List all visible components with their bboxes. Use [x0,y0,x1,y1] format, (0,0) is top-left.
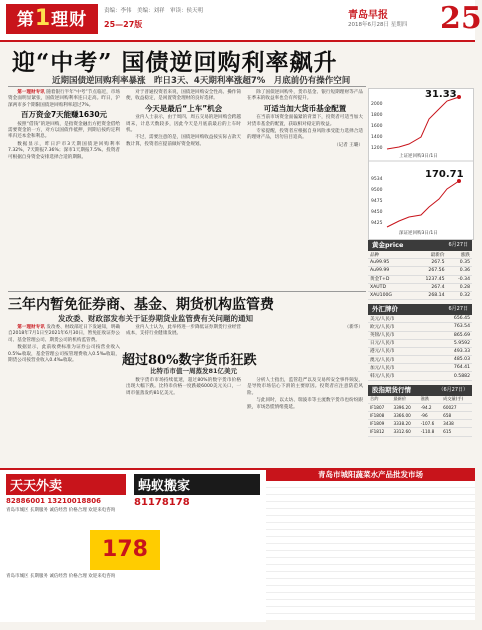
tick-label: 2000 [371,102,383,107]
cell: 3396.20 [391,403,418,411]
paragraph: 数据显示，此前收费标准为证券公司按营业收入0.5‰收取，基金管理公司按管理费收入0.5‰收取，期货公司按营业收入0.4‰收取。 [8,345,120,364]
table-row [368,428,472,436]
cell: 1237.45 [410,275,447,283]
section-heading: 百万资金7天能赚1630元 [20,110,108,120]
paragraph: 分析人士指出，监管趋严以及交易所安全事件频发，是导致市场信心下滑的主要原因。投资者应注意防范风险。 [247,378,363,396]
paragraph: 按照“借钱”的逆回购，是指资金融出方把资金借给需要资金的一方，对方以国债作抵押，到期后按约定利率归还本金和利息。 [8,121,120,140]
section-heading: 可适当加大货币基金配置 [263,103,347,113]
cell: 865.69 [429,331,472,339]
fund-column-3 [247,325,363,347]
cell: 656.45 [429,315,472,323]
paragraph: 业内人士表示，由于周四、周五交易的逆回购会跨越周末，计息天数较多，因此今天是月底前最后的上车时机。 [126,115,241,134]
gold-box-title [368,240,472,251]
tick-label: 1800 [371,113,383,118]
top-chart [387,95,461,149]
cell: 3438 [441,420,472,428]
cell: 3338.20 [391,420,418,428]
table-row [368,323,472,331]
ad-moving [134,474,260,508]
cell: 658 [441,412,472,420]
cell: 267.4 [410,283,447,291]
ad-text: 青岛市城区 长期服务 诚信经营 价格合理 欢迎来电咨询 [6,508,116,513]
ad-phone: 82886001 13210018806 [6,497,101,505]
cell: 美元/人民币 [368,315,429,323]
cell: 0.35 [447,259,473,267]
futures-table [368,396,472,437]
table-row [368,420,472,428]
cell: -110.8 [419,428,441,436]
paragraph: 在当前市场资金面偏紧的背景下，投资者可适当加大对货币基金的配置，获取相对稳定的收益。 [247,115,363,127]
top-chart-value: 31.33 [425,89,457,100]
ad-phone: 81178178 [134,497,190,508]
cell: XAUTD [368,283,410,291]
tick-label: 1600 [371,124,383,129]
tick-label: 9475 [371,199,383,204]
table-header [368,251,472,259]
bottom-chart-line [387,181,459,227]
cell: 英镑/人民币 [368,331,429,339]
table-row [368,267,472,275]
editor-credits: 责编：李伟 美编：刘祥 审读：侯天明 [104,8,204,14]
section-logo [6,4,98,34]
paragraph: 专家提醒，投资者应根据自身风险承受能力选择合适的理财产品，切勿盲目追高。 [247,129,363,141]
cell: 澳元/人民币 [368,356,429,364]
main-headline: 迎“中考” 国债逆回购利率飙升 [12,49,338,76]
fund-column-1 [8,325,120,465]
logo-number: 1 [34,6,52,31]
cell: 60027 [441,403,472,411]
cell: 3366.00 [391,412,418,420]
tick-label: 9450 [371,210,383,215]
th: 合约 [368,396,391,404]
box-date: （6月27日） [438,386,468,393]
table-row [368,275,472,283]
fx-table [368,315,472,381]
crypto-subheadline: 比特币市值一周蒸发81亿美元 [150,367,238,375]
cell: 267.5 [410,259,447,267]
newspaper-brand: 青岛早报 [348,10,388,21]
table-row [368,412,472,420]
cell: 0.5882 [429,372,472,380]
cell: 268.14 [410,291,447,299]
rate-charts [368,88,474,240]
section-heading: 今天是最后“上车”机会 [144,103,223,113]
cell: 韩元/人民币 [368,372,429,380]
box-title: 外汇牌价 [372,305,398,314]
table-row [368,403,472,411]
th: 最新价 [410,251,447,259]
th: 涨跌 [419,396,441,404]
top-chart-ticks [371,99,382,154]
table-row [368,291,472,299]
cell: 615 [441,428,472,436]
cell: XAU100G [368,291,410,299]
cell: IF1808 [368,412,391,420]
paragraph: 对于普通投资者来说，国债逆回购安全性高、操作简便，收益稳定，是闲置资金理财的良好选择。 [126,90,241,102]
box-title: 黄金price [372,241,404,249]
market-listing-grid [266,481,475,620]
tick-label: 1200 [371,146,383,151]
cell: -94.2 [419,403,441,411]
paragraph: 不过，需要注意的是，国债逆回购收益按实际占款天数计算，投资者应提前做好资金规划。 [126,135,241,147]
cell: 港元/人民币 [368,347,429,355]
top-chart-label: 上证逆回购3日/1日 [399,154,438,159]
paragraph: 发改委、财政部近日下发通知，明确自2018年7月1日至2021年6月30日，暂免征收证券公司、基金管理公司、期货公司的机构监管费。 [8,325,120,343]
divider [8,291,366,292]
divider [8,86,366,87]
th: 涨跌 [447,251,473,259]
paragraph: 业内人士认为，此举将进一步降低证券期货行业经营成本，支持行业健康发展。 [126,325,241,337]
cell: 485.03 [429,356,472,364]
th: 品种 [368,251,410,259]
cell: Au99.95 [368,259,410,267]
article-column-2 [126,90,241,290]
fund-subheadline: 发改委、财政部发布关于证券期货业监管费有关问题的通知 [58,314,253,323]
top-chart-point [457,95,461,99]
cell: 763.54 [429,323,472,331]
cell: -0.34 [447,275,473,283]
bottom-chart-ticks [371,174,382,229]
logo-right: 理财 [51,10,88,30]
issue-pages: 25—27版 [104,20,143,29]
paragraph: 数字货币市场持续低迷，超过80%的数字货币价格出现大幅下跌。比特币价格一度跌破6000美元关口，一周市值蒸发约81亿美元。 [126,378,241,396]
table-row [368,331,472,339]
cell: Au99.99 [368,267,410,275]
paragraph: 除了国债逆回购外，货币基金、银行短期理财等产品在季末的收益率也会有所提升。 [247,90,363,102]
bottom-chart-label: 深证逆回购3日/1日 [399,231,438,236]
byline: 第一理财专讯 [17,325,45,330]
th: 成交量(手) [441,396,472,404]
table-header [368,396,472,404]
fund-headline: 三年内暂免征券商、基金、期货机构监管费 [8,297,274,313]
futures-box-title [368,385,472,396]
cell: 5.9592 [429,339,472,347]
table-row [368,315,472,323]
crypto-column-1 [126,378,241,466]
table-row [368,364,472,372]
gold-table [368,251,472,300]
ad-text: 青岛市城区 长期服务 诚信经营 价格合理 欢迎来电咨询 [6,574,116,579]
table-row [368,339,472,347]
tick-label: 9534 [371,177,383,182]
tick-label: 9500 [371,188,383,193]
publication-date: 2018年6月28日 星期四 [348,22,408,28]
advertisement-area [0,468,266,622]
box-date: 6月27日 [448,242,468,248]
box-title: 股指期货行情 [372,385,411,394]
cell: 0.32 [447,291,473,299]
cell: 493.33 [429,347,472,355]
rate-chart-svg [369,89,473,239]
market-listing-title: 青岛市城阳蔬菜水产品批发市场 [266,468,475,481]
cell: 0.28 [447,283,473,291]
cell: IF1809 [368,420,391,428]
paragraph: 随着银行半年“中考”节点临近，市场资金面明显紧张，国债逆回购利率连日走高。昨日，沪深两市多个期限国债逆回购利率超过7%。 [8,90,120,108]
article-column-1 [8,90,120,290]
cell: IF1807 [368,403,391,411]
ad-takeout [6,474,126,514]
cell: -96 [419,412,441,420]
bottom-chart-value: 170.71 [425,169,464,180]
table-row [368,356,472,364]
tick-label: 1400 [371,135,383,140]
cell: 欧元/人民币 [368,323,429,331]
th: 最新价 [391,396,418,404]
bottom-chart [387,179,461,227]
page-number: 25 [440,1,482,36]
table-row [368,259,472,267]
cell: 黄金T+D [368,275,410,283]
cell: 267.56 [410,267,447,275]
paragraph: 数据显示，昨日沪市3天期国债逆回购利率7.32%，7天期报7.36%；深市1天期报7.5%。投资者可根据自身资金安排选择合适的期限。 [8,141,120,160]
ad-number-badge: 178 [90,530,160,570]
fund-column-2 [126,325,241,347]
top-chart-line [387,97,459,149]
logo-left: 第 [16,10,35,30]
table-row [368,283,472,291]
paragraph: 与此同时，以太坊、瑞波币等主流数字货币也纷纷跟跌，市场恐慌情绪蔓延。 [247,398,363,410]
ad-title: 蚂蚁搬家 [134,474,260,495]
crypto-headline: 超过80%数字货币狂跌 [122,353,257,368]
cell: -107.6 [419,420,441,428]
cell: 0.36 [447,267,473,275]
main-subheadline: 近期国债逆回购利率暴涨 昨日3天、4天期利率涨超7% 月底前仍有操作空间 [52,76,351,86]
table-row [368,347,472,355]
table-row [368,372,472,380]
byline-end: （新华） [344,325,363,330]
cell: IF1812 [368,428,391,436]
article-column-3 [247,90,363,290]
tick-label: 9425 [371,221,383,226]
byline: 第一理财专讯 [17,90,45,95]
cell: 3312.60 [391,428,418,436]
crypto-column-2 [247,378,363,466]
cell: 764.41 [429,364,472,372]
byline-end: （记者 王璐） [333,142,363,148]
ad-title: 天天外卖 [6,474,126,495]
cell: 加元/人民币 [368,364,429,372]
fx-box-title [368,304,472,315]
cell: 日元/人民币 [368,339,429,347]
box-date: 6月27日 [448,306,468,313]
